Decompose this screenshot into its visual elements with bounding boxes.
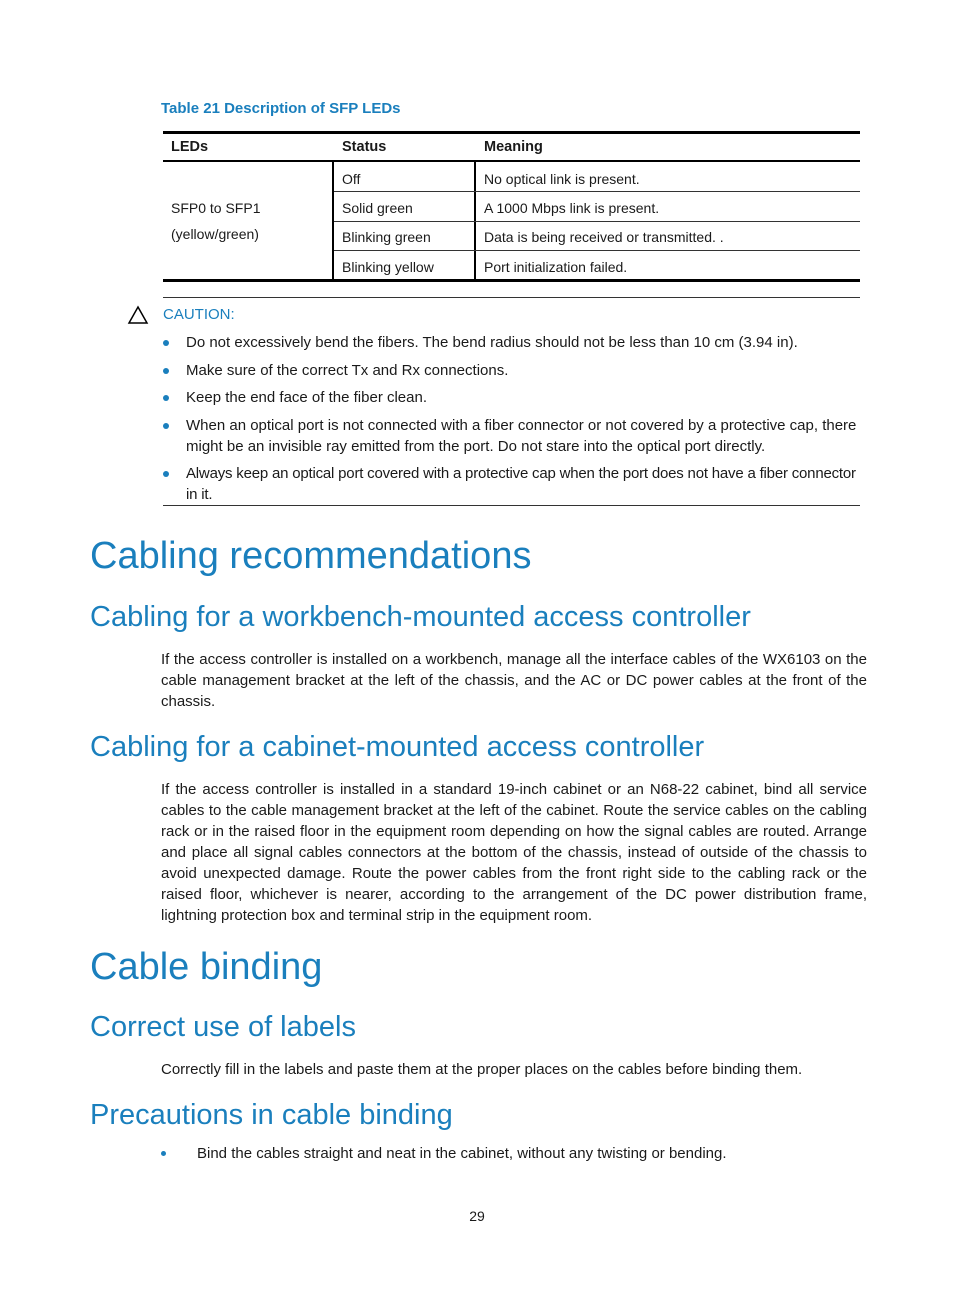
table-header-rule: [163, 160, 860, 162]
heading-workbench: Cabling for a workbench-mounted access controller: [90, 601, 751, 633]
header-status: Status: [342, 139, 387, 155]
bullet-icon: [163, 423, 169, 429]
heading-cable-binding: Cable binding: [90, 946, 323, 988]
labels-paragraph: Correctly fill in the labels and paste them at the proper places on the cables before binding them.: [161, 1061, 803, 1078]
list-item-text: Always keep an optical port covered with a protective cap when the port does not have a fiber connector in it.: [186, 465, 856, 503]
table-cell-meaning: Data is being received or transmitted. .: [484, 229, 724, 245]
table-cell-status: Blinking yellow: [342, 259, 434, 275]
list-item-text: Keep the end face of the fiber clean.: [186, 389, 428, 406]
list-item-text: When an optical port is not connected with a fiber connector or not covered by a protective cap, there might be an invisible ray emitted from the port. Do not stare into the optical port directly.: [186, 417, 857, 455]
list-item-text: Do not excessively bend the fibers. The bend radius should not be less than 10 cm (3.94 in).: [186, 334, 798, 351]
heading-cabinet: Cabling for a cabinet-mounted access controller: [90, 731, 705, 763]
heading-cabling-recommendations: Cabling recommendations: [90, 535, 532, 577]
led-label: SFP0 to SFP1: [171, 200, 261, 216]
caution-bottom-rule: [163, 505, 860, 506]
page-number: 29: [469, 1208, 485, 1224]
table-cell-status: Solid green: [342, 200, 413, 216]
header-leds: LEDs: [171, 139, 209, 155]
list-item-text: Bind the cables straight and neat in the cabinet, without any twisting or bending.: [197, 1145, 727, 1162]
bullet-icon: [163, 368, 169, 374]
workbench-paragraph: If the access controller is installed on a workbench, manage all the interface cables of the WX6103 on the cable management bracket at the left of the chassis, and the AC or DC power cables at the front of the chassis.: [161, 651, 867, 710]
table-cell-status: Off: [342, 171, 361, 187]
table-caption: Table 21 Description of SFP LEDs: [161, 100, 401, 117]
table-bottom-rule: [476, 279, 860, 282]
bullet-icon: [163, 471, 169, 477]
bullet-icon: [161, 1151, 166, 1156]
table-cell-meaning: Port initialization failed.: [484, 259, 628, 275]
table-cell-status: Blinking green: [342, 229, 431, 245]
column-divider: [474, 162, 476, 282]
table-bottom-rule: [334, 279, 474, 282]
header-meaning: Meaning: [484, 139, 543, 155]
bullet-icon: [163, 395, 169, 401]
heading-precautions: Precautions in cable binding: [90, 1099, 453, 1131]
table-cell-meaning: No optical link is present.: [484, 171, 640, 187]
led-label-color: (yellow/green): [171, 226, 259, 242]
warning-triangle-icon: [127, 305, 149, 325]
heading-correct-use-of-labels: Correct use of labels: [90, 1011, 356, 1043]
row-divider: [334, 250, 860, 251]
column-divider: [332, 162, 334, 282]
list-item-text: Make sure of the correct Tx and Rx connections.: [186, 362, 509, 379]
bullet-icon: [163, 340, 169, 346]
cabinet-paragraph: If the access controller is installed in a standard 19-inch cabinet or an N68-22 cabinet, bind all service cables to the cable management bracket at the left of the cabinet. Route the service cables on the cabling rack or in the raised floor in the equipment room depending on how the signal cables are routed. Arrange and place all signal cables connectors at the bottom of the chassis, instead of outside of the chassis to avoid unexpected damage. Route the power cables from the front right side to the cabling rack or the raised floor, whichever is nearer, according to the arrangement of the DC power distribution frame, lightning protection box and terminal strip in the equipment room.: [161, 781, 867, 924]
table-bottom-rule: [163, 279, 332, 282]
caution-label: CAUTION:: [163, 306, 235, 323]
row-divider: [334, 221, 860, 222]
caution-top-rule: [163, 297, 860, 298]
table-cell-meaning: A 1000 Mbps link is present.: [484, 200, 660, 216]
row-divider: [334, 191, 860, 192]
table-top-rule: [163, 131, 860, 134]
